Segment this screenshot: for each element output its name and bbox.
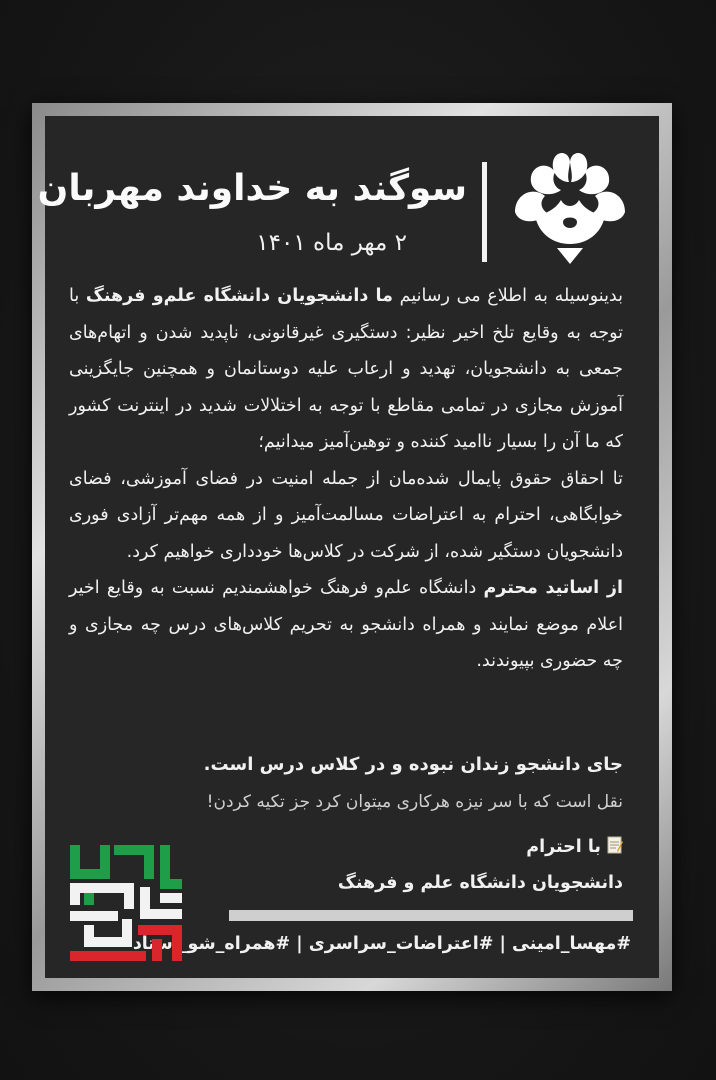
regards-text: با احترام [526,837,601,857]
divider-bar [229,910,633,921]
hashtags: #مهسا_امینی | #اعتراضات_سراسری | #همراه_شو_استاد [132,934,631,954]
paragraph-2: تا احقاق حقوق پایمال شده‌مان از جمله امنیت در فضای آموزشی، فضای خوابگاهی، احترام به اعتراضات مسالمت‌آمیز و از همه مهم‌تر آزادی فوری دانشجویان دستگیر شده، از شرکت در کلاس‌ها خودداری خواهیم کرد. [69,468,623,562]
header-divider [482,162,487,262]
p1-intro: بدینوسیله به اطلاع می رسانیم [392,286,623,306]
page-title: سوگند به خداوند مهربان [37,168,467,209]
quote: نقل است که با سر نیزه هرکاری میتوان کرد جز تکیه کردن! [206,792,623,812]
header [37,146,639,286]
azadi-zendegi-emblem [69,844,183,962]
slogan: جای دانشجو زندان نبوده و در کلاس درس است. [203,754,623,775]
p1-bold: ما دانشجویان دانشگاه علم‌و فرهنگ [85,286,393,306]
paragraph-1 [69,278,623,461]
p3-rest: دانشگاه علم‌و فرهنگ خواهشمندیم نسبت به وقایع اخیر اعلام موضع نمایند و همراه دانشجو به تحریم کلاس‌های درس چه مجازی و چه حضوری بپیوندند. [69,578,623,671]
statement-card [37,116,659,978]
p3-bold: از اساتید محترم [483,578,623,598]
p1-rest: با توجه به وقایع تلخ اخیر نظیر: دستگیری غیرقانونی، ناپدید شدن و اتهام‌های جمعی به دانشجویان، تهدید و ارعاب علیه دوستانمان و همچنین جایگزینی آموزش مجازی در تمامی مقاطع با توجه به اختلالات شدید در اینترنت کشور که ما آن را بسیار ناامید کننده و توهین‌آمیز میدانیم؛ [69,286,623,452]
date-line: ۲ مهر ماه ۱۴۰۱ [256,230,407,256]
university-logo-icon [511,152,629,268]
statement-body [69,278,623,680]
memo-icon [607,836,623,854]
paragraph-3 [69,570,623,680]
signature-org: دانشجویان دانشگاه علم و فرهنگ [337,873,623,893]
silver-frame [32,103,672,991]
signature-regards [526,836,623,857]
